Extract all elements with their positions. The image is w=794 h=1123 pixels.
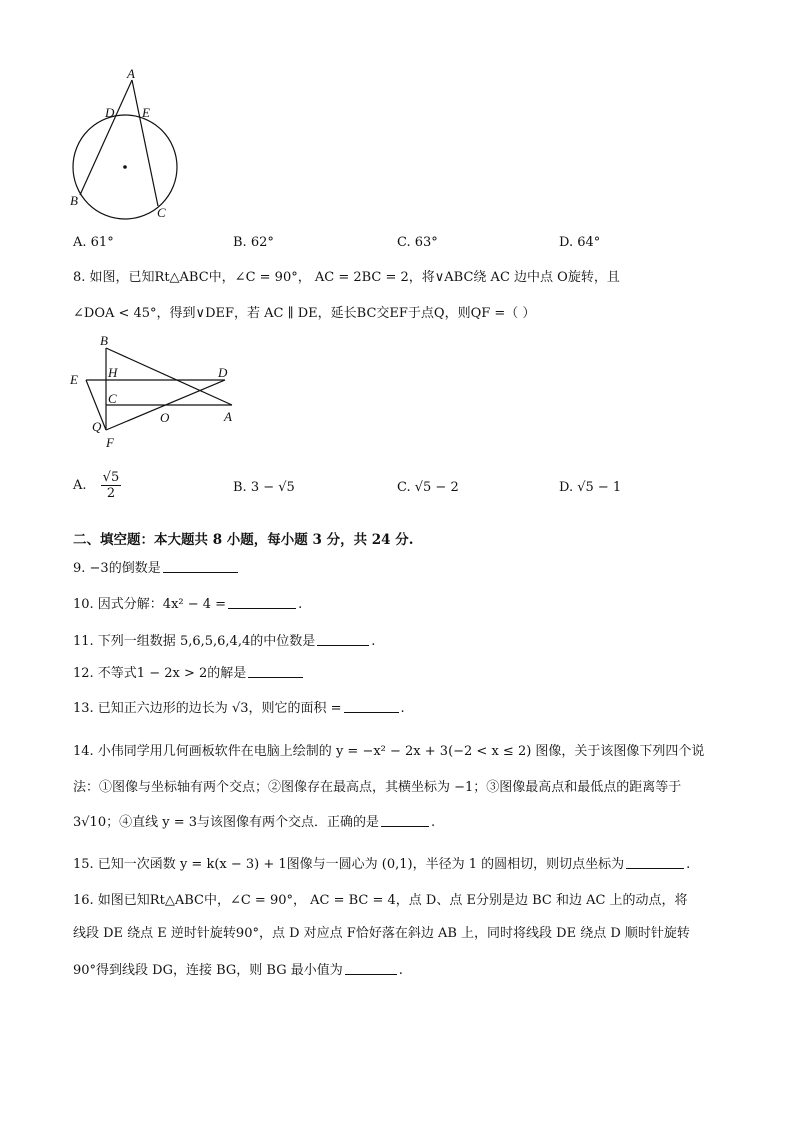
q8-option-a-letter: A. [73,478,87,493]
q7-line-ab [80,80,132,195]
q8-label-o: O [160,410,170,425]
q16-line3 [73,959,403,978]
q7-center-dot [123,165,127,169]
q9-text: 9. −3的倒数是 [73,561,161,576]
q8-label-f: F [106,435,114,450]
q13 [73,697,405,716]
q11 [73,630,375,649]
q7-label-a: A [127,66,135,81]
q8-option-a [73,470,121,501]
q14-period: . [431,815,436,830]
q16-line3-text: 90°得到线段 DG，连接 BG，则 BG 最小值为 [73,963,343,978]
q7-label-d: D [105,105,115,120]
q16-answer-blank[interactable] [345,973,397,975]
q8-label-q: Q [92,419,102,434]
q9-answer-blank[interactable] [163,571,238,573]
q8-line-ba [106,348,232,405]
q16-period: . [398,963,403,978]
q8-label-e: E [70,372,78,387]
q7-label-e: E [142,105,150,120]
q12-text: 12. 不等式1 − 2x > 2的解是 [73,666,247,681]
q8-label-c: C [108,391,117,406]
q8-label-d: D [218,365,228,380]
q16-line1: 16. 如图已知Rt△ABC中，∠C = 90°， AC = BC = 4，点 D、点 E分别是边 BC 和边 AC 上的动点，将 [73,893,688,908]
section-heading-fill-in: 二、填空题：本大题共 8 小题，每小题 3 分，共 24 分. [73,532,414,548]
q7-line-ac [132,80,158,206]
q7-figure [60,62,200,222]
q7-option-b: B. 62° [233,235,274,250]
q15 [73,853,690,872]
q14-line2: 法：①图像与坐标轴有两个交点；②图像存在最高点，其横坐标为 −1；③图像最高点和最低点的距离等于 [73,780,682,795]
q8-figure [64,330,244,452]
q13-period: . [400,701,405,716]
q13-text: 13. 已知正六边形的边长为 √3，则它的面积 = [73,701,342,716]
q7-label-b: B [70,193,78,208]
q8-label-h: H [108,365,118,380]
q15-answer-blank[interactable] [626,867,684,869]
q8-option-a-fraction [101,470,122,501]
q8-option-a-numerator: √5 [102,470,120,485]
q12 [73,662,305,681]
q11-text: 11. 下列一组数据 5,6,5,6,4,4的中位数是 [73,634,316,649]
q8-line2: ∠DOA < 45°，得到∨DEF，若 AC ∥ DE，延长BC交EF于点Q，则QF =（ ） [73,306,536,321]
q10-text: 10. 因式分解：4x² − 4 = [73,597,227,612]
q10-period: . [298,597,303,612]
q8-label-b: B [100,333,108,348]
q7-option-d: D. 64° [559,235,601,250]
q7-option-a: A. 61° [73,235,114,250]
q7-label-c: C [157,205,166,220]
q14-line1: 14. 小伟同学用几何画板软件在电脑上绘制的 y = −x² − 2x + 3(−2 < x ≤ 2) 图像，关于该图像下列四个说 [73,744,705,759]
q8-option-c: C. √5 − 2 [397,480,459,495]
q8-option-b: B. 3 − √5 [233,480,295,495]
q8-option-a-denominator: 2 [106,486,116,501]
q7-option-c: C. 63° [397,235,438,250]
q8-label-a: A [224,409,232,424]
q10-answer-blank[interactable] [228,607,296,609]
q11-answer-blank[interactable] [317,644,369,646]
q16-line2: 线段 DE 绕点 E 逆时针旋转90°，点 D 对应点 F恰好落在斜边 AB 上，同时将线段 DE 绕点 D 顺时针旋转 [73,926,690,941]
q9 [73,557,240,576]
q12-answer-blank[interactable] [248,676,303,678]
q14-line3-text: 3√10；④直线 y = 3与该图像有两个交点．正确的是 [73,815,380,830]
q15-period: . [686,857,691,872]
q11-period: . [371,634,376,649]
q8-option-d: D. √5 − 1 [559,480,622,495]
q14-line3 [73,811,435,830]
q10 [73,593,302,612]
q13-answer-blank[interactable] [344,711,399,713]
q14-answer-blank[interactable] [381,825,429,827]
q8-line1: 8. 如图，已知Rt△ABC中，∠C = 90°， AC = 2BC = 2，将∨ABC绕 AC 边中点 O旋转，且 [73,270,620,285]
q15-text: 15. 已知一次函数 y = k(x − 3) + 1图像与一圆心为 (0,1)，半径为 1 的圆相切，则切点坐标为 [73,857,625,872]
